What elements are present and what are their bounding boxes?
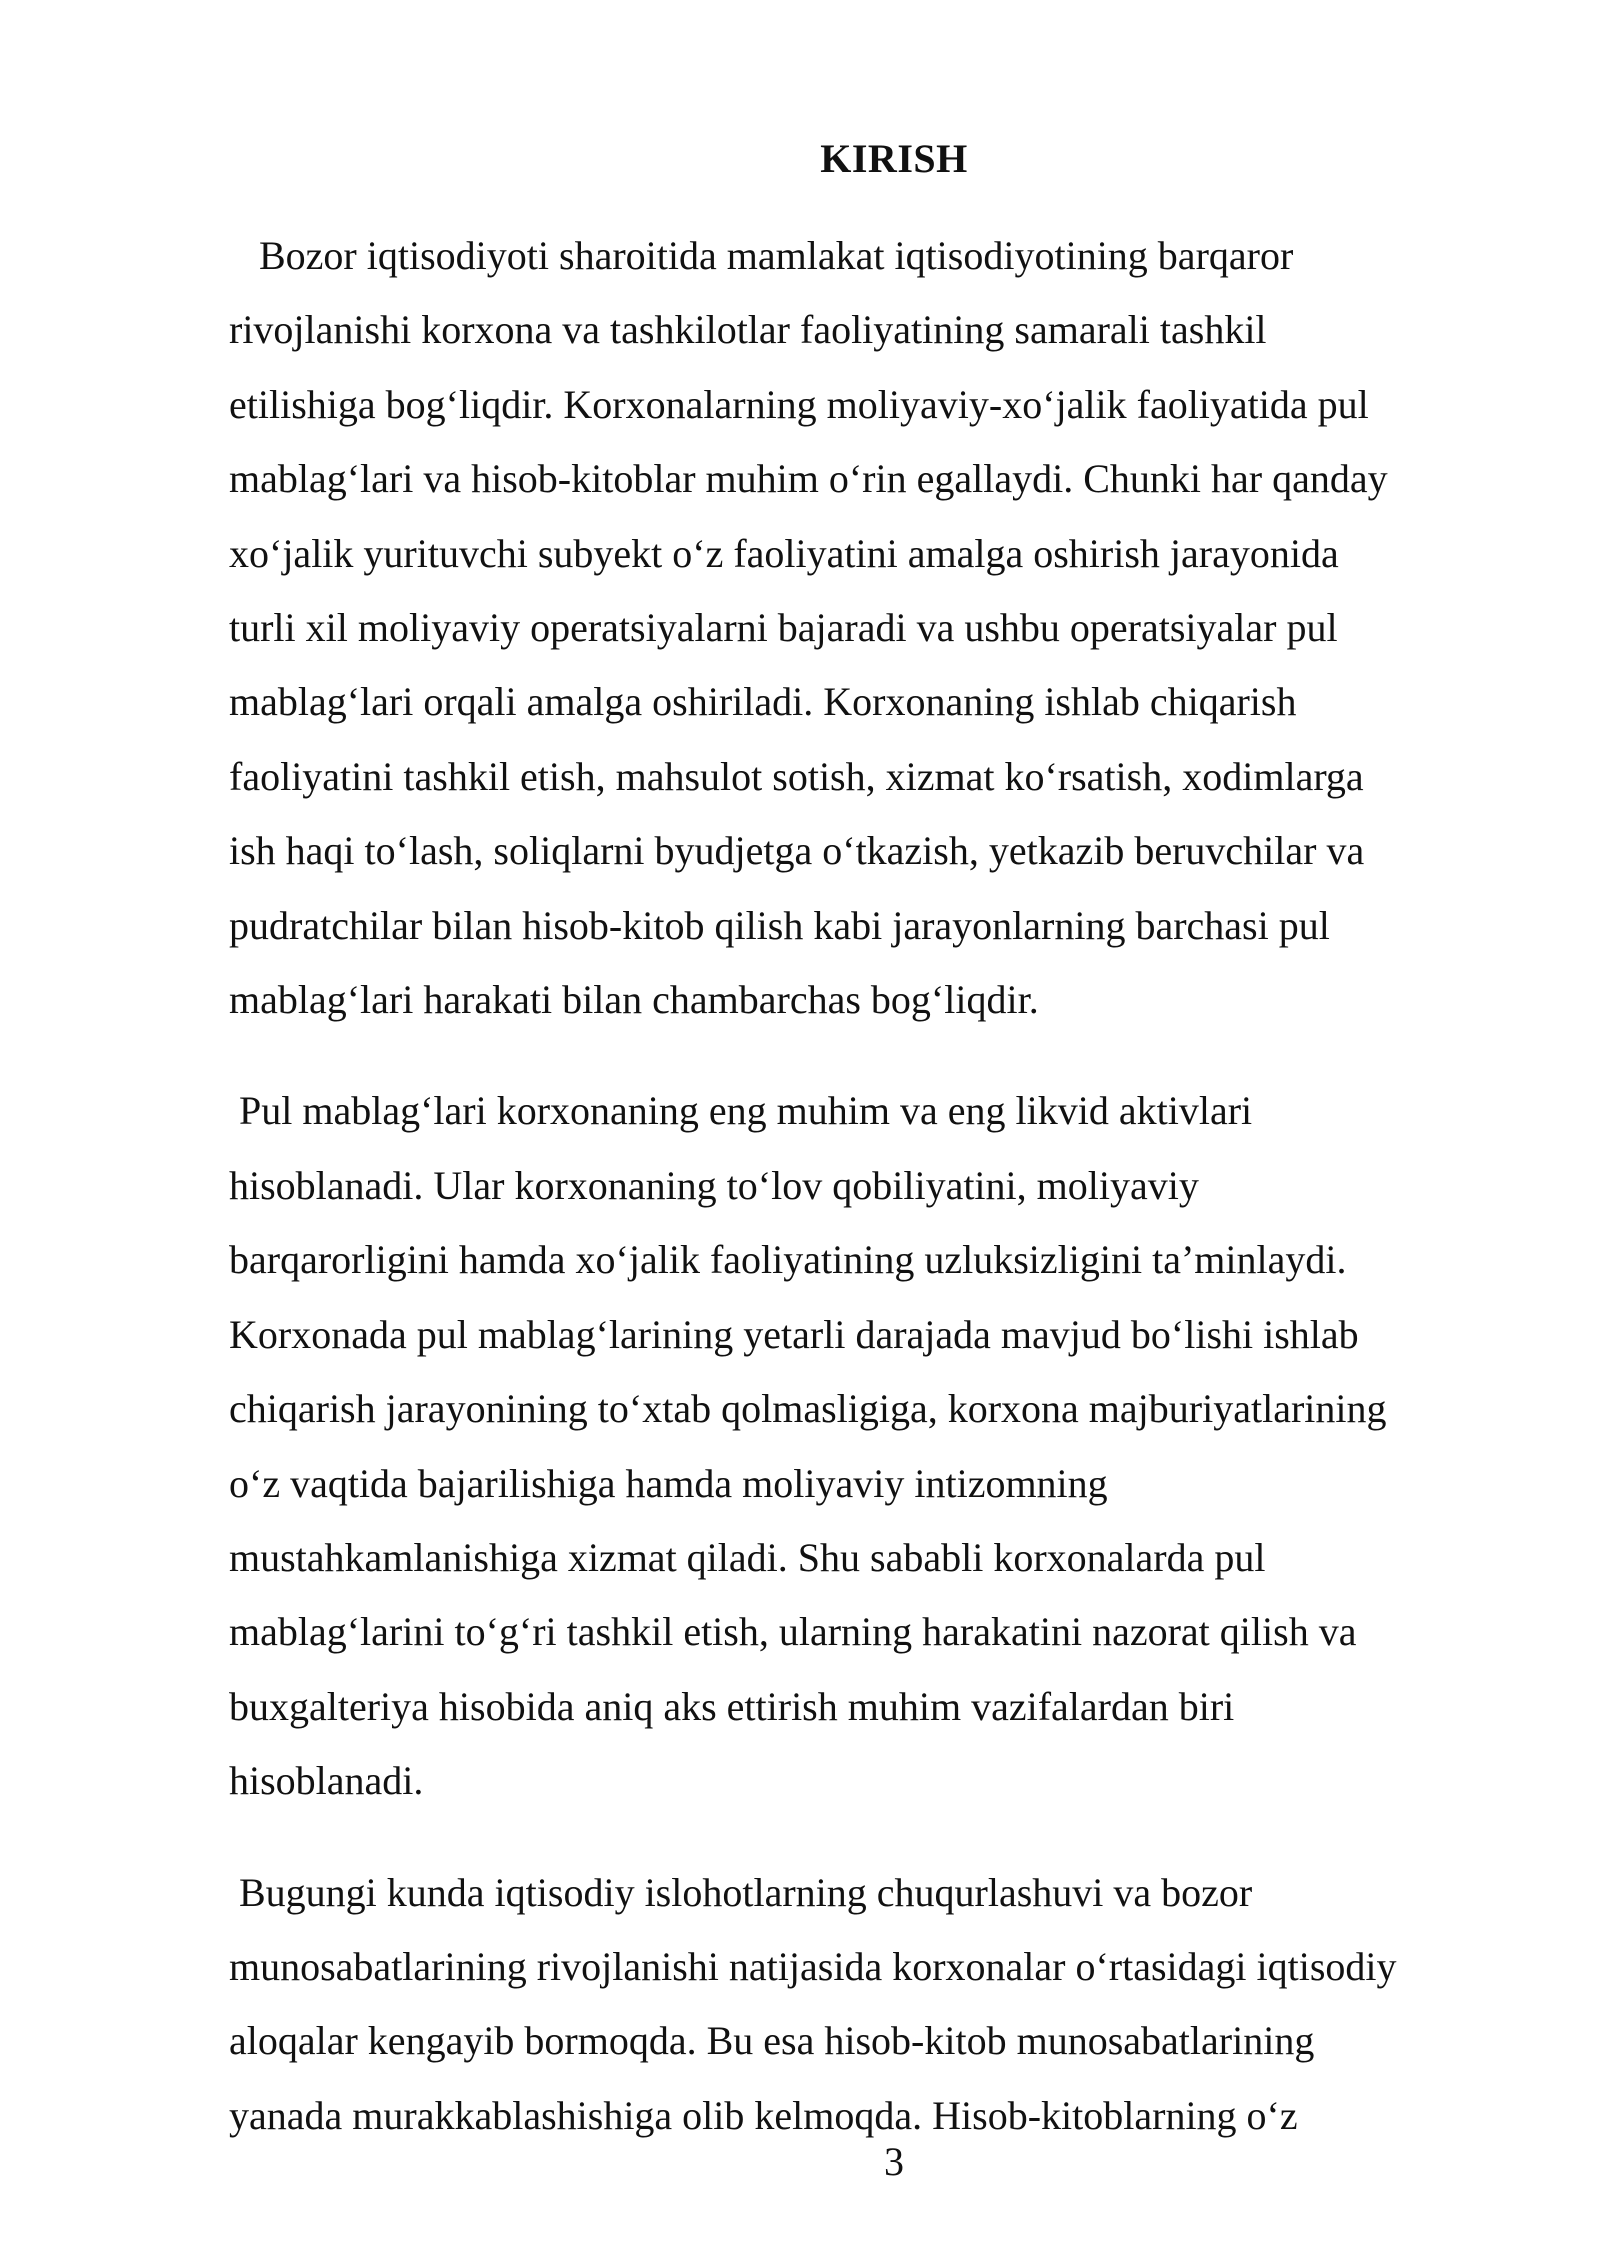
text-line: hisoblanadi. bbox=[229, 1758, 424, 1804]
text-line: barqarorligini hamda xo‘jalik faoliyatining uzluksizligini ta’minlaydi. bbox=[229, 1237, 1347, 1283]
text-line: hisoblanadi. Ular korxonaning to‘lov qobiliyatini, moliyaviy bbox=[229, 1162, 1199, 1208]
paragraph-1 bbox=[229, 219, 1519, 1037]
section-title: KIRISH bbox=[820, 136, 968, 181]
text-line: mablag‘lari harakati bilan chambarchas bog‘liqdir. bbox=[229, 977, 1039, 1023]
text-line: Bugungi kunda iqtisodiy islohotlarning chuqurlashuvi va bozor bbox=[229, 1869, 1253, 1915]
text-line: mablag‘lari va hisob-kitoblar muhim o‘rin egallaydi. Chunki har qanday bbox=[229, 456, 1388, 502]
text-line: Korxonada pul mablag‘larining yetarli darajada mavjud bo‘lishi ishlab bbox=[229, 1311, 1359, 1357]
text-line: etilishiga bog‘liqdir. Korxonalarning moliyaviy-xo‘jalik faoliyatida pul bbox=[229, 381, 1369, 427]
text-line: yanada murakkablashishiga olib kelmoqda. Hisob-kitoblarning o‘z bbox=[229, 2092, 1298, 2138]
text-line: aloqalar kengayib bormoqda. Bu esa hisob-kitob munosabatlarining bbox=[229, 2018, 1315, 2064]
text-line: pudratchilar bilan hisob-kitob qilish kabi jarayonlarning barchasi pul bbox=[229, 902, 1330, 948]
paragraph-2 bbox=[229, 1074, 1519, 1818]
body-text bbox=[229, 219, 1519, 2153]
text-line: mablag‘larini to‘g‘ri tashkil etish, ularning harakatini nazorat qilish va bbox=[229, 1609, 1357, 1655]
paragraph-3 bbox=[229, 1856, 1519, 2154]
text-line: mustahkamlanishiga xizmat qiladi. Shu sababli korxonalarda pul bbox=[229, 1534, 1266, 1580]
text-line: ish haqi to‘lash, soliqlarni byudjetga o‘tkazish, yetkazib beruvchilar va bbox=[229, 828, 1365, 874]
text-line: buxgalteriya hisobida aniq aks ettirish muhim vazifalardan biri bbox=[229, 1683, 1235, 1729]
text-line: rivojlanishi korxona va tashkilotlar faoliyatining samarali tashkil bbox=[229, 307, 1267, 353]
text-line: o‘z vaqtida bajarilishiga hamda moliyaviy intizomning bbox=[229, 1460, 1108, 1506]
text-line: faoliyatini tashkil etish, mahsulot sotish, xizmat ko‘rsatish, xodimlarga bbox=[229, 753, 1364, 799]
text-line: turli xil moliyaviy operatsiyalarni bajaradi va ushbu operatsiyalar pul bbox=[229, 605, 1338, 651]
page-number: 3 bbox=[884, 2139, 904, 2184]
text-line: Bozor iqtisodiyoti sharoitida mamlakat iqtisodiyotining barqaror bbox=[229, 233, 1294, 278]
text-line: mablag‘lari orqali amalga oshiriladi. Korxonaning ishlab chiqarish bbox=[229, 679, 1297, 725]
text-line: xo‘jalik yurituvchi subyekt o‘z faoliyatini amalga oshirish jarayonida bbox=[229, 530, 1339, 576]
text-line: Pul mablag‘lari korxonaning eng muhim va eng likvid aktivlari bbox=[229, 1088, 1253, 1134]
text-line: munosabatlarining rivojlanishi natijasida korxonalar o‘rtasidagi iqtisodiy bbox=[229, 1943, 1397, 1989]
text-line: chiqarish jarayonining to‘xtab qolmasligiga, korxona majburiyatlarining bbox=[229, 1386, 1387, 1432]
